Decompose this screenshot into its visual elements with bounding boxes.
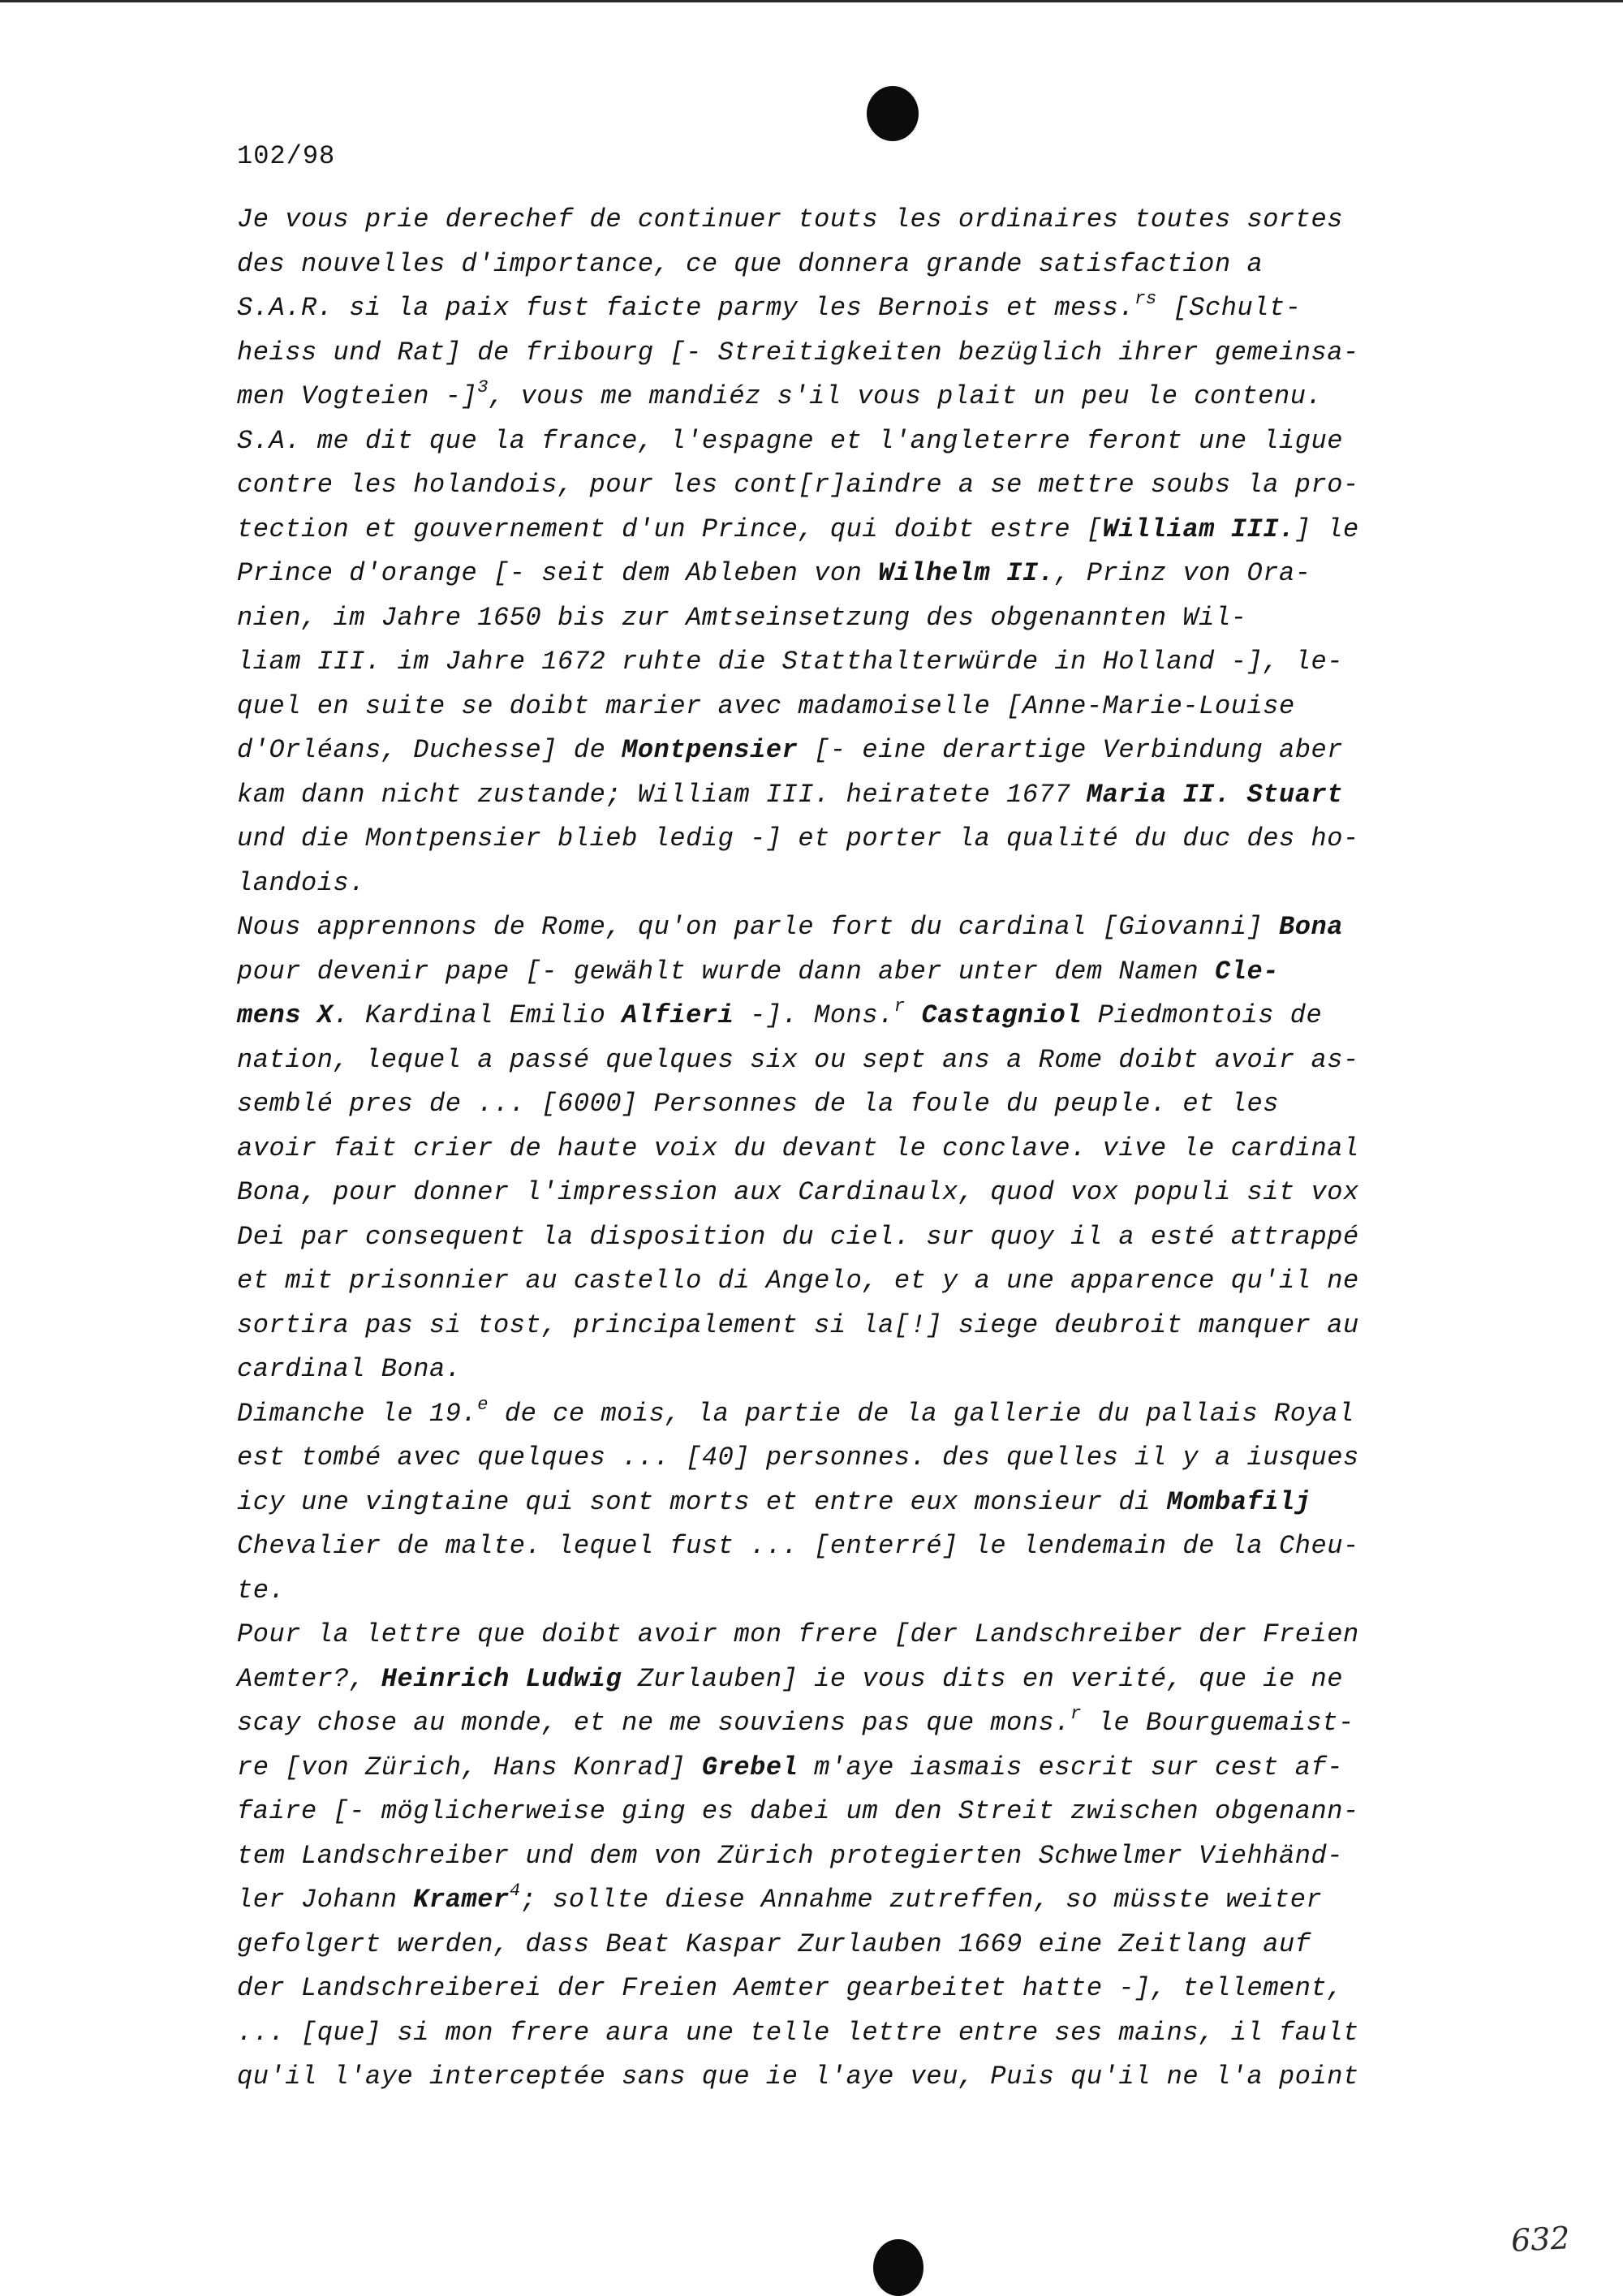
text-run: kam dann nicht zustande; William III. heiratete 1677	[237, 779, 1087, 810]
text-run: Zurlauben] ie vous dits en verité, que ie ne	[622, 1663, 1343, 1694]
text-run: quel en suite se doibt marier avec madamoiselle [Anne-Marie-Louise	[237, 690, 1295, 721]
text-run: icy une vingtaine qui sont morts et entre eux monsieur di	[237, 1486, 1167, 1517]
text-run: tection et gouvernement d'un Prince, qui doibt estre [	[237, 514, 1103, 544]
text-line	[237, 1967, 1487, 2011]
text-run: Pour la lettre que doibt avoir mon frere [der Landschreiber der Freien	[237, 1619, 1359, 1649]
footnote-marker: 3	[477, 377, 489, 398]
text-line	[237, 862, 1487, 906]
text-run: liam III. im Jahre 1672 ruhte die Statthalterwürde in Holland -], le-	[237, 647, 1343, 677]
bold-name: Bona	[1278, 912, 1343, 942]
text-line	[237, 419, 1487, 464]
text-line	[237, 2011, 1487, 2056]
text-run: nien, im Jahre 1650 bis zur Amtseinsetzung des obgenannten Wil-	[237, 602, 1247, 633]
bold-name: Kramer	[413, 1885, 510, 1915]
text-line	[237, 1038, 1487, 1083]
bold-name: Montpensier	[622, 735, 799, 765]
text-line	[237, 773, 1487, 818]
text-line	[237, 1613, 1487, 1658]
text-run: -]. Mons.	[734, 1000, 894, 1030]
text-line	[237, 198, 1487, 243]
text-run: landois.	[237, 867, 366, 898]
document-reference: 102/98	[237, 141, 336, 171]
text-run: qu'il l'aye interceptée sans que ie l'aye veu, Puis qu'il ne l'a point	[237, 2062, 1359, 2092]
text-run	[906, 1000, 922, 1030]
text-run: Dei par consequent la disposition du ciel. sur quoy il a esté attrappé	[237, 1221, 1359, 1252]
text-run: et mit prisonnier au castello di Angelo, et y a une apparence qu'il ne	[237, 1266, 1359, 1296]
text-run: [Schult-	[1156, 293, 1302, 323]
text-run: ... [que] si mon frere aura une telle lettre entre ses mains, il fault	[237, 2017, 1359, 2048]
text-run: nation, lequel a passé quelques six ou sept ans a Rome doibt avoir as-	[237, 1044, 1359, 1075]
bold-name: Alfieri	[622, 1000, 734, 1030]
text-line	[237, 1392, 1487, 1437]
text-run: , vous me mandiéz s'il vous plait un peu le contenu.	[489, 381, 1323, 411]
text-line	[237, 1524, 1487, 1569]
text-line	[237, 994, 1487, 1038]
text-line	[237, 1348, 1487, 1392]
punch-hole-top	[867, 86, 919, 141]
text-line	[237, 552, 1487, 596]
bold-name: Wilhelm II.	[878, 558, 1055, 588]
text-line	[237, 1878, 1487, 1923]
footnote-marker: rs	[1134, 289, 1157, 309]
text-line	[237, 1082, 1487, 1127]
text-line	[237, 1658, 1487, 1702]
text-line	[237, 1481, 1487, 1525]
text-run: Aemter?,	[237, 1663, 381, 1694]
bold-name: mens X	[237, 1000, 334, 1030]
text-run: . Kardinal Emilio	[333, 1000, 622, 1030]
text-line	[237, 1171, 1487, 1215]
text-run: ] le	[1294, 514, 1359, 544]
text-run: m'aye iasmais escrit sur cest af-	[798, 1752, 1343, 1782]
text-line	[237, 508, 1487, 553]
text-line	[237, 1701, 1487, 1746]
text-run: contre les holandois, pour les cont[r]aindre a se mettre soubs la pro-	[237, 470, 1359, 500]
text-line	[237, 596, 1487, 641]
text-line	[237, 331, 1487, 376]
text-run: avoir fait crier de haute voix du devant le conclave. vive le cardinal	[237, 1133, 1359, 1163]
text-run: est tombé avec quelques ... [40] personnes. des quelles il y a iusques	[237, 1443, 1359, 1473]
bold-name: Maria II. Stuart	[1086, 779, 1343, 810]
punch-hole-bottom	[873, 2239, 923, 2296]
text-run: cardinal Bona.	[237, 1354, 462, 1384]
text-line	[237, 950, 1487, 995]
text-run: Prince d'orange [- seit dem Ableben von	[237, 558, 879, 588]
text-run: , Prinz von Ora-	[1054, 558, 1311, 588]
text-run: Piedmontois de	[1081, 1000, 1323, 1030]
bold-name: Heinrich Ludwig	[381, 1663, 622, 1694]
text-run: Nous apprennons de Rome, qu'on parle fort du cardinal [Giovanni]	[237, 912, 1279, 942]
text-line	[237, 1259, 1487, 1304]
text-run: semblé pres de ... [6000] Personnes de la foule du peuple. et les	[237, 1089, 1279, 1119]
text-run: de ce mois, la partie de la gallerie du pallais Royal	[489, 1398, 1354, 1429]
text-run: gefolgert werden, dass Beat Kaspar Zurlauben 1669 eine Zeitlang auf	[237, 1928, 1311, 1959]
text-line	[237, 375, 1487, 419]
text-run: tem Landschreiber und dem von Zürich protegierten Schwelmer Viehhänd-	[237, 1840, 1343, 1871]
page-number: 632	[1509, 2220, 1571, 2259]
text-run: Dimanche le 19.	[237, 1398, 478, 1429]
text-run: Chevalier de malte. lequel fust ... [enterré] le lendemain de la Cheu-	[237, 1531, 1359, 1561]
footnote-marker: 4	[509, 1881, 521, 1901]
bold-name: Mombafilj	[1166, 1486, 1311, 1517]
text-run: ler Johann	[237, 1885, 414, 1915]
text-run: re [von Zürich, Hans Konrad]	[237, 1752, 702, 1782]
footnote-marker: e	[477, 1394, 489, 1415]
text-line	[237, 1304, 1487, 1348]
text-line	[237, 2055, 1487, 2100]
text-line	[237, 1569, 1487, 1614]
text-run: [- eine derartige Verbindung aber	[798, 735, 1343, 765]
text-run: S.A. me dit que la france, l'espagne et l'angleterre feront une ligue	[237, 425, 1343, 456]
text-line	[237, 1790, 1487, 1834]
footnote-marker: r	[1070, 1704, 1082, 1724]
bold-name: Grebel	[701, 1752, 799, 1782]
text-line	[237, 463, 1487, 508]
text-line	[237, 817, 1487, 862]
transcription-body	[237, 198, 1487, 2100]
text-line	[237, 640, 1487, 685]
text-line	[237, 1215, 1487, 1260]
bold-name: Cle-	[1214, 956, 1279, 987]
text-run: heiss und Rat] de fribourg [- Streitigkeiten bezüglich ihrer gemeinsa-	[237, 337, 1359, 368]
text-run: men Vogteien -]	[237, 381, 478, 411]
text-line	[237, 905, 1487, 950]
text-run: Je vous prie derechef de continuer touts les ordinaires toutes sortes	[237, 204, 1343, 234]
text-run: scay chose au monde, et ne me souviens pas que mons.	[237, 1708, 1071, 1738]
text-run: d'Orléans, Duchesse] de	[237, 735, 622, 765]
text-run: S.A.R. si la paix fust faicte parmy les Bernois et mess.	[237, 293, 1135, 323]
text-run: sortira pas si tost, principalement si la[!] siege deubroit manquer au	[237, 1309, 1359, 1340]
text-run: le Bourguemaist-	[1081, 1708, 1354, 1738]
bold-name: William III.	[1102, 514, 1295, 544]
text-line	[237, 243, 1487, 287]
page-top-border	[0, 0, 1623, 2]
text-line	[237, 729, 1487, 773]
text-run: des nouvelles d'importance, ce que donnera grande satisfaction a	[237, 248, 1264, 279]
text-line	[237, 1746, 1487, 1791]
text-run: faire [- möglicherweise ging es dabei um den Streit zwischen obgenann-	[237, 1796, 1359, 1826]
text-run: te.	[237, 1575, 286, 1606]
text-line	[237, 1834, 1487, 1879]
text-line	[237, 1127, 1487, 1172]
text-run: und die Montpensier blieb ledig -] et porter la qualité du duc des ho-	[237, 823, 1359, 853]
footnote-marker: r	[893, 996, 906, 1017]
text-run: Bona, pour donner l'impression aux Cardinaulx, quod vox populi sit vox	[237, 1177, 1359, 1207]
text-line	[237, 685, 1487, 729]
text-run: pour devenir pape [- gewählt wurde dann aber unter dem Namen	[237, 956, 1215, 987]
text-run: der Landschreiberei der Freien Aemter gearbeitet hatte -], tellement,	[237, 1973, 1343, 2003]
text-run: ; sollte diese Annahme zutreffen, so müsste weiter	[520, 1885, 1323, 1915]
text-line	[237, 1436, 1487, 1481]
bold-name: Castagniol	[921, 1000, 1082, 1030]
text-line	[237, 1923, 1487, 1967]
text-line	[237, 286, 1487, 331]
